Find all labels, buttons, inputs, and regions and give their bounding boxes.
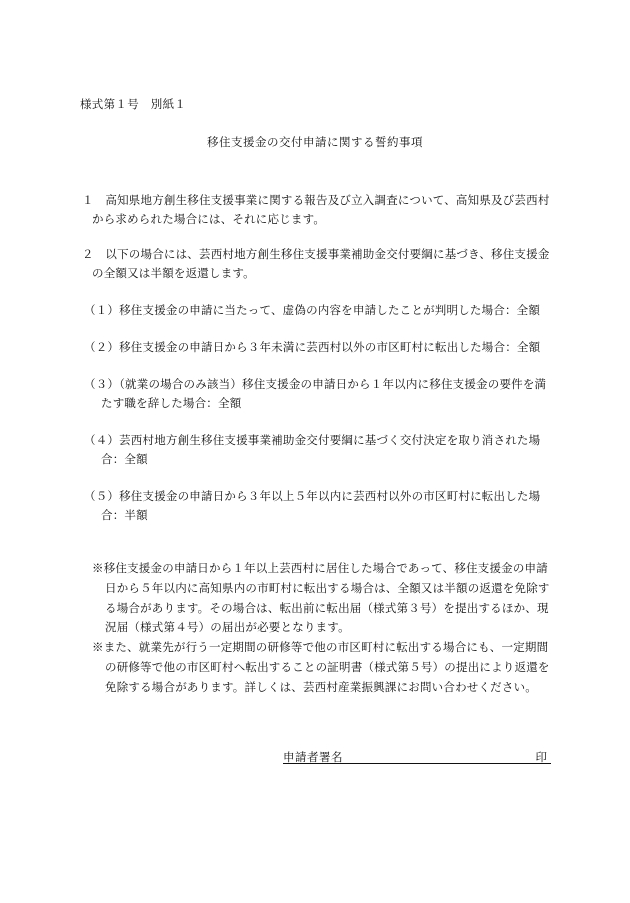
refund-case-4-line-2: 合：全額 xyxy=(101,452,148,466)
refund-case-5-line-1: （５）移住支援金の申請日から３年以上５年以内に芸西村以外の市区町村に転出した場 xyxy=(84,489,541,503)
pledge-item-2-line-1: ２ 以下の場合には、芸西村地方創生移住支援事業補助金交付要綱に基づき、移住支援金 xyxy=(82,247,550,261)
form-number-label: 様式第１号 別紙１ xyxy=(80,97,187,111)
note-1-line-2: 日から５年以内に高知県内の市町村に転出する場合は、全額又は半額の返還を免除す xyxy=(105,581,550,595)
pledge-item-1-line-1: １ 高知県地方創生移住支援事業に関する報告及び立入調査について、高知県及び芸西村 xyxy=(82,193,550,207)
note-1-line-3: る場合があります。その場合は、転出前に転出届（様式第３号）を提出するほか、現 xyxy=(105,601,549,615)
document-title: 移住支援金の交付申請に関する誓約事項 xyxy=(207,135,423,149)
refund-case-2: （２）移住支援金の申請日から３年未満に芸西村以外の市区町村に転出した場合：全額 xyxy=(84,340,541,354)
refund-case-3-line-1: （３）（就業の場合のみ該当）移住支援金の申請日から１年以内に移住支援金の要件を満 xyxy=(84,377,547,391)
note-1-line-1: ※移住支援金の申請日から１年以上芸西村に居住した場合であって、移住支援金の申請 xyxy=(92,561,548,575)
note-2-line-1: ※また、就業先が行う一定期間の研修等で他の市区町村に転出する場合にも、一定期間 xyxy=(92,640,549,654)
refund-case-4-line-1: （４）芸西村地方創生移住支援事業補助金交付要綱に基づく交付決定を取り消された場 xyxy=(84,433,541,447)
note-2-line-3: 免除する場合があります。詳しくは、芸西村産業振興課にお問い合わせください。 xyxy=(105,680,537,694)
refund-case-3-line-2: たす職を辞した場合：全額 xyxy=(101,396,242,410)
seal-mark: 印 xyxy=(535,750,547,764)
note-1-line-4: 況届（様式第４号）の届出が必要となります。 xyxy=(105,620,350,634)
refund-case-1: （１）移住支援金の申請に当たって、虚偽の内容を申請したことが判明した場合：全額 xyxy=(84,303,541,317)
pledge-item-2-line-2: の全額又は半額を返還します。 xyxy=(92,266,255,280)
refund-case-5-line-2: 合：半額 xyxy=(101,508,148,522)
note-2-line-2: の研修等で他の市区町村へ転出することの証明書（様式第５号）の提出により返還を xyxy=(105,660,550,674)
signature-line[interactable] xyxy=(283,749,551,764)
pledge-item-1-line-2: から求められた場合には、それに応じます。 xyxy=(92,212,326,226)
signature-label: 申請者署名 xyxy=(283,750,343,764)
